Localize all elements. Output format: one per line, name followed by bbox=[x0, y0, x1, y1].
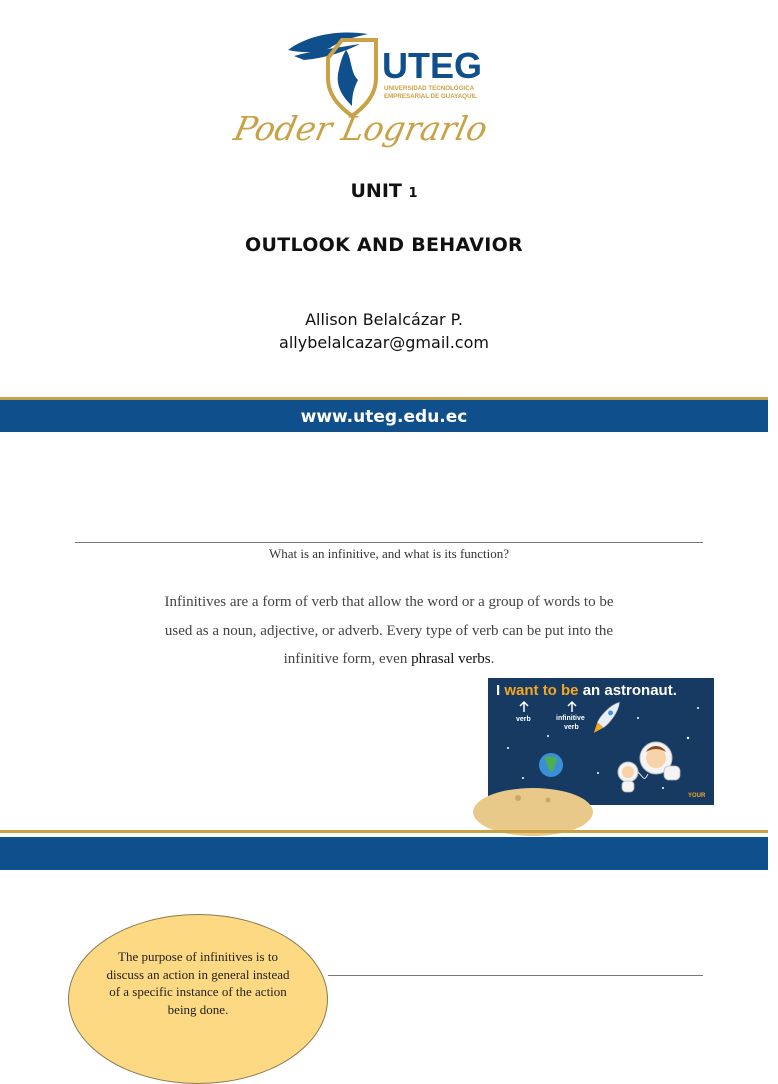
gold-stripe bbox=[0, 830, 768, 833]
svg-text:I want to be: I want to be an astronaut. bbox=[496, 682, 677, 699]
website-link[interactable]: www.uteg.edu.ec bbox=[300, 407, 468, 427]
title-slide bbox=[0, 0, 768, 432]
unit-number: 1 bbox=[408, 186, 418, 201]
purpose-slide bbox=[0, 870, 768, 1024]
topic-title: OUTLOOK AND BEHAVIOR bbox=[245, 234, 523, 256]
author-block bbox=[0, 308, 768, 354]
svg-text:verb: verb bbox=[564, 724, 579, 731]
footer-bar bbox=[0, 837, 768, 870]
unit-heading bbox=[0, 180, 768, 202]
divider-line bbox=[75, 542, 703, 543]
svg-text:UNIVERSIDAD TECNOLÓGICA: UNIVERSIDAD TECNOLÓGICA bbox=[384, 85, 475, 92]
astronaut-illustration bbox=[488, 678, 714, 805]
author-email[interactable]: allybelalcazar@gmail.com bbox=[279, 333, 489, 352]
svg-text:YOUR: YOUR bbox=[688, 793, 706, 799]
author-name: Allison Belalcázar P. bbox=[305, 310, 463, 329]
logo-brand: UTEG bbox=[382, 45, 483, 86]
svg-text:verb: verb bbox=[516, 716, 531, 723]
definition-paragraph: Infinitives are a form of verb that allow the word or a group of words to be used as a noun, adjective, or adverb. Every type of verb can be put into the infinitive form, even phrasal verbs. bbox=[164, 594, 614, 667]
divider-line bbox=[328, 975, 703, 976]
logo-slogan: Poder Lograrlo bbox=[230, 109, 491, 148]
slide-question: What is an infinitive, and what is its function? bbox=[268, 546, 510, 561]
purpose-text: The purpose of infinitives is to discuss an action in general instead of a specific instance of the action being done. bbox=[106, 949, 290, 1017]
svg-text:infinitive: infinitive bbox=[556, 715, 585, 722]
unit-label: UNIT bbox=[350, 180, 402, 202]
infinitive-slide bbox=[0, 432, 768, 870]
moon-icon bbox=[473, 788, 593, 836]
uteg-logo bbox=[230, 28, 520, 158]
phrasal-verbs-term: phrasal verbs bbox=[411, 651, 491, 667]
svg-text:EMPRESARIAL DE GUAYAQUIL: EMPRESARIAL DE GUAYAQUIL bbox=[384, 93, 477, 100]
